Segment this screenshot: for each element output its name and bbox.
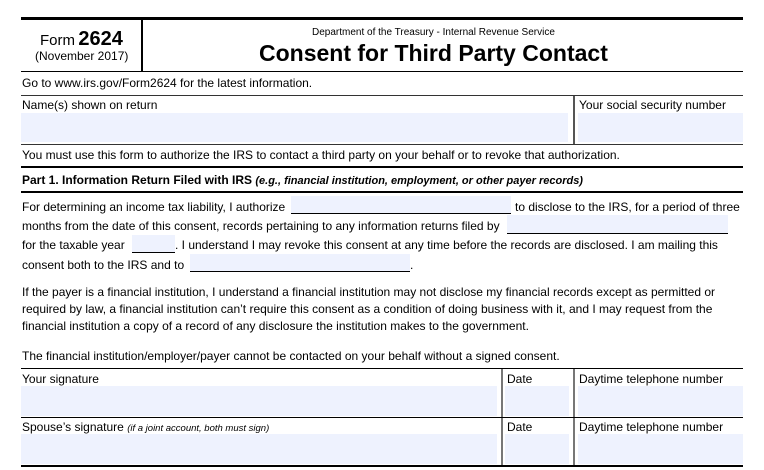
sig1-phone-divider <box>573 369 575 417</box>
spouse-phone-label: Daytime telephone number <box>579 420 724 434</box>
spouse-phone-field[interactable] <box>578 434 743 464</box>
form-label <box>40 29 123 51</box>
name-label: Name(s) shown on return <box>22 98 158 112</box>
name-ssn-divider <box>573 96 575 144</box>
consent-line-1b: to disclose to the IRS, for a period of three <box>515 200 740 214</box>
authorized-party-field[interactable] <box>291 196 511 214</box>
filer-field[interactable] <box>507 215 728 234</box>
notice-line: The financial institution/employer/payer cannot be contacted on your behalf without a signed consent. <box>22 349 560 363</box>
goto-line: Go to www.irs.gov/Form2624 for the latest information. <box>22 76 313 90</box>
notice-rule <box>21 368 743 369</box>
para2-line-1: If the payer is a financial institution, I understand a financial institution may not disclose my financial records except as permitted or <box>22 285 716 299</box>
page-title: Consent for Third Party Contact <box>259 40 608 66</box>
spouse-signature-note: (if a joint account, both must sign) <box>127 423 270 434</box>
spouse-signature-text: Spouse’s signature <box>22 420 124 434</box>
form-number: 2624 <box>78 28 123 50</box>
sig2-phone-divider <box>573 418 575 466</box>
header-divider <box>141 20 143 72</box>
ssn-label: Your social security number <box>579 98 726 112</box>
consent-line-4a: consent both to the IRS and to <box>22 258 185 272</box>
spouse-date-field[interactable] <box>505 434 569 464</box>
consent-line-3a: for the taxable year <box>22 238 125 252</box>
sig1-date-divider <box>501 369 503 417</box>
spouse-signature-field[interactable] <box>21 434 497 464</box>
sig2-date-divider <box>501 418 503 466</box>
consent-line-4b: . <box>410 258 414 272</box>
your-signature-label: Your signature <box>22 372 99 386</box>
consent-line-2a: months from the date of this consent, records pertaining to any information returns filed by <box>22 219 500 233</box>
form-word: Form <box>40 32 75 49</box>
purpose-rule <box>21 166 743 168</box>
purpose-line: You must use this form to authorize the IRS to contact a third party on your behalf or to revoke that authorization. <box>22 148 620 162</box>
consent-line-3b: . I understand I may revoke this consent at any time before the records are disclosed. I am mailing this <box>175 238 718 252</box>
goto-rule <box>21 95 743 96</box>
part1-title: Part 1. Information Return Filed with IRS <box>22 173 253 187</box>
your-date-label: Date <box>507 372 533 386</box>
name-row-rule <box>21 144 743 145</box>
part1-note: (e.g., financial institution, employment, or other payer records) <box>255 175 583 187</box>
consent-line-1a: For determining an income tax liability, I authorize <box>22 200 286 214</box>
taxable-year-field[interactable] <box>132 235 175 253</box>
form-revision: (November 2017) <box>35 49 129 63</box>
your-phone-field[interactable] <box>578 386 743 416</box>
part1-rule <box>21 191 743 193</box>
your-phone-label: Daytime telephone number <box>579 372 724 386</box>
your-signature-field[interactable] <box>21 386 497 416</box>
your-date-field[interactable] <box>505 386 569 416</box>
header-bottom-rule <box>21 71 743 72</box>
sig1-rule <box>21 417 743 418</box>
sig2-rule <box>21 465 743 467</box>
name-field[interactable] <box>21 113 568 142</box>
top-rule <box>21 17 743 20</box>
mailed-to-field[interactable] <box>190 254 410 272</box>
para2-line-3: financial institution a copy of a record of any disclosure the institution makes to the government. <box>22 319 529 333</box>
department: Department of the Treasury - Internal Revenue Service <box>312 27 555 38</box>
spouse-date-label: Date <box>507 420 533 434</box>
ssn-field[interactable] <box>578 113 743 142</box>
part1-heading <box>22 173 583 188</box>
para2-line-2: required by law, a financial institution can’t require this consent as a condition of doing business with it, and I may request from the <box>22 302 713 316</box>
